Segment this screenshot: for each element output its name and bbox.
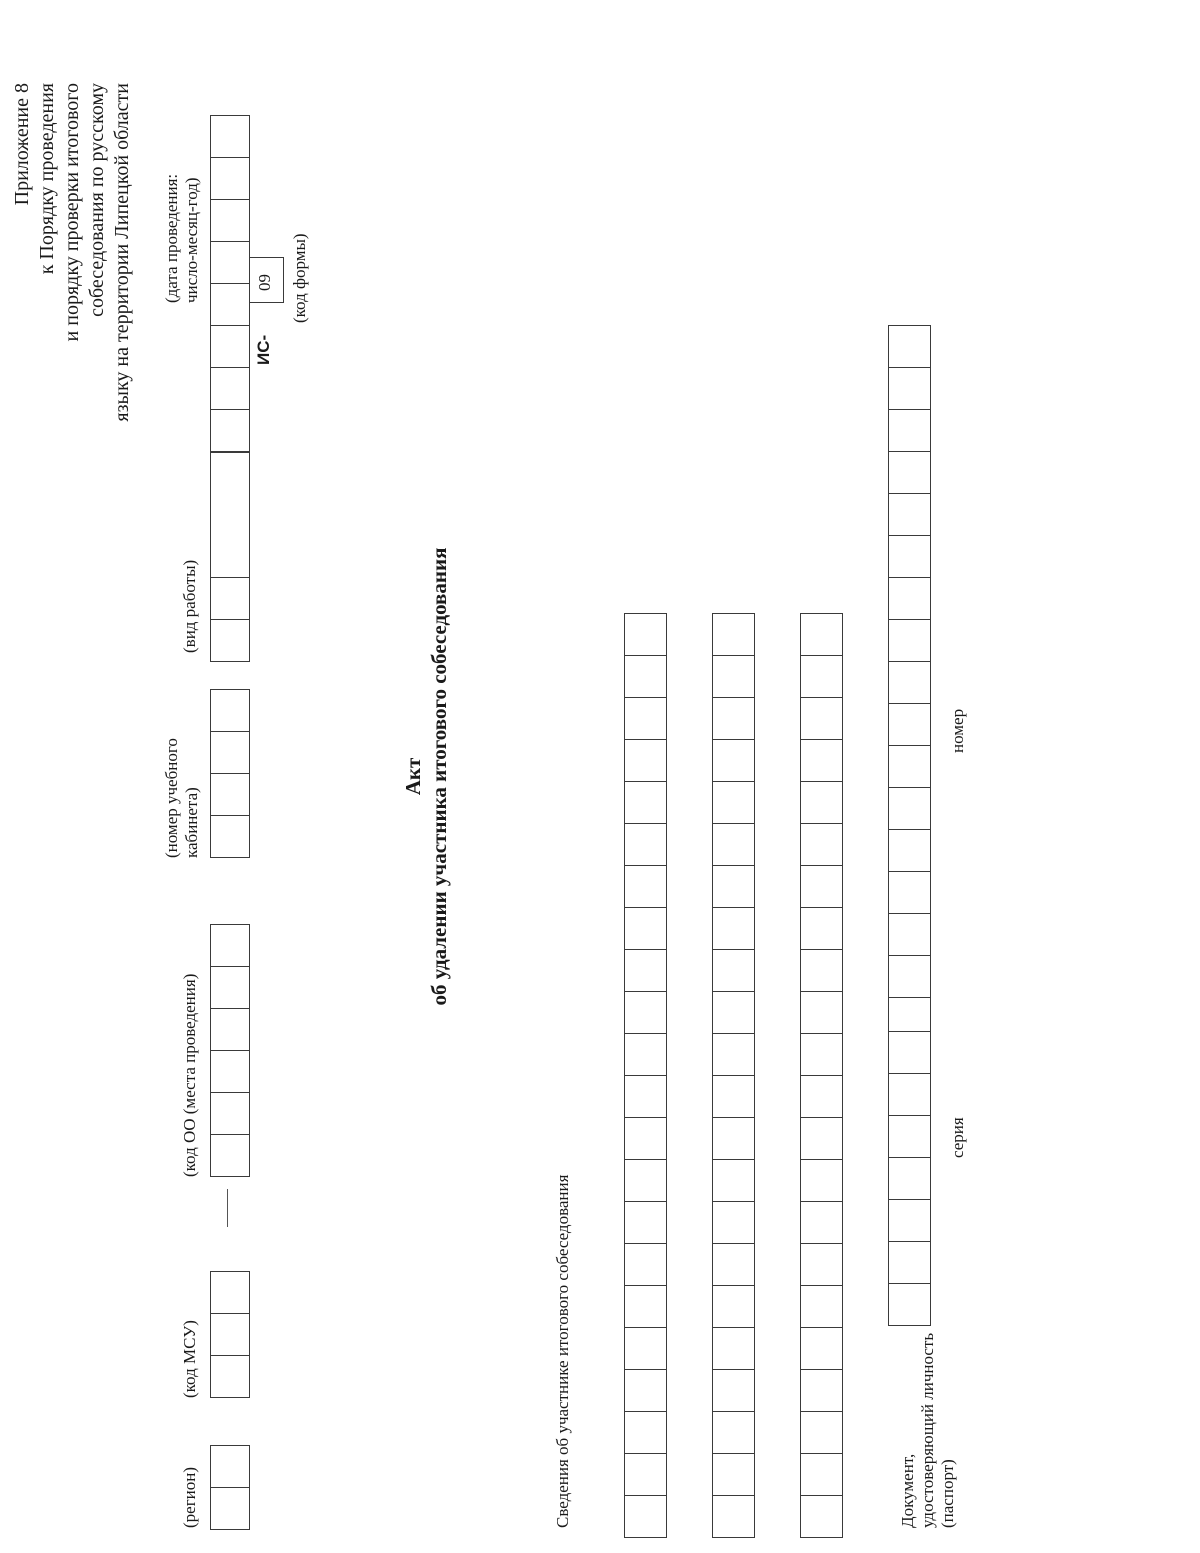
work-type-cell[interactable]: [210, 577, 250, 620]
document-number-cell[interactable]: [888, 325, 931, 368]
exam-date-cell[interactable]: [210, 241, 250, 284]
oo-code-cell[interactable]: [210, 1092, 250, 1135]
name-cell[interactable]: [712, 739, 755, 782]
name-cell[interactable]: [712, 1243, 755, 1286]
name-cell[interactable]: [712, 1453, 755, 1496]
surname-cell[interactable]: [624, 1327, 667, 1370]
surname-cell[interactable]: [624, 697, 667, 740]
patronymic-cell[interactable]: [800, 1033, 843, 1076]
room-number-label: (номер учебного кабинета): [162, 738, 201, 858]
patronymic-cell[interactable]: [800, 697, 843, 740]
patronymic-cell[interactable]: [800, 1495, 843, 1538]
oo-code-label: (код ОО (места проведения): [180, 973, 199, 1177]
oo-code-cell[interactable]: [210, 1134, 250, 1177]
exam-date-cell[interactable]: [210, 325, 250, 368]
patronymic-cell[interactable]: [800, 1201, 843, 1244]
appendix-header: [10, 83, 135, 1553]
name-cell[interactable]: [712, 1117, 755, 1160]
act-title: Акт: [401, 757, 425, 796]
document-series-cell[interactable]: [888, 1115, 931, 1158]
room-number-cell[interactable]: [210, 773, 250, 816]
document-number-cell[interactable]: [888, 661, 931, 704]
name-cell[interactable]: [712, 823, 755, 866]
document-number-cell[interactable]: [888, 535, 931, 578]
patronymic-cell[interactable]: [800, 1117, 843, 1160]
surname-cell[interactable]: [624, 1369, 667, 1412]
patronymic-cell[interactable]: [800, 949, 843, 992]
document-number-cell[interactable]: [888, 913, 931, 956]
surname-cell[interactable]: [624, 1117, 667, 1160]
name-cell[interactable]: [712, 613, 755, 656]
document-number-cell[interactable]: [888, 745, 931, 788]
patronymic-cell[interactable]: [800, 865, 843, 908]
patronymic-cell[interactable]: [800, 655, 843, 698]
region-cell[interactable]: [210, 1445, 250, 1488]
form-code-prefix: ИС-: [254, 334, 273, 365]
document-label: [898, 1333, 958, 1528]
header-line-2: к Порядку проведения: [36, 83, 58, 275]
header-line-1: Приложение 8: [11, 83, 33, 206]
document-label-line-2: удостоверяющий личность: [918, 1332, 937, 1528]
patronymic-cell[interactable]: [800, 823, 843, 866]
document-number-cell[interactable]: [888, 451, 931, 494]
surname-cell[interactable]: [624, 613, 667, 656]
name-cell[interactable]: [712, 1033, 755, 1076]
document-series-cell[interactable]: [888, 1241, 931, 1284]
msu-code-cell[interactable]: [210, 1313, 250, 1356]
name-cell[interactable]: [712, 1369, 755, 1412]
msu-code-cell[interactable]: [210, 1271, 250, 1314]
name-cell[interactable]: [712, 1075, 755, 1118]
name-cell[interactable]: [712, 907, 755, 950]
name-cell[interactable]: [712, 991, 755, 1034]
patronymic-cell[interactable]: [800, 781, 843, 824]
surname-cell[interactable]: [624, 1453, 667, 1496]
region-cell[interactable]: [210, 1487, 250, 1530]
name-cell[interactable]: [712, 949, 755, 992]
room-number-cell[interactable]: [210, 815, 250, 858]
exam-date-cell[interactable]: [210, 199, 250, 242]
work-type-cell[interactable]: [210, 619, 250, 662]
surname-cell[interactable]: [624, 781, 667, 824]
header-line-5: языку на территории Липецкой области: [111, 83, 133, 422]
name-cell[interactable]: [712, 781, 755, 824]
document-series-cell[interactable]: [888, 1157, 931, 1200]
document-series-cell[interactable]: [888, 1283, 931, 1326]
exam-date-cell[interactable]: [210, 157, 250, 200]
document-number-cell[interactable]: [888, 871, 931, 914]
document-number-cell[interactable]: [888, 829, 931, 872]
patronymic-cell[interactable]: [800, 1243, 843, 1286]
oo-code-cell[interactable]: [210, 1050, 250, 1093]
patronymic-cell[interactable]: [800, 613, 843, 656]
act-subtitle: об удалении участника итогового собеседования: [427, 547, 451, 1006]
participant-section-label: Сведения об участнике итогового собеседования: [553, 1174, 572, 1528]
document-series-cell[interactable]: [888, 1199, 931, 1242]
exam-date-cell[interactable]: [210, 367, 250, 410]
form-code-label: (код формы): [290, 233, 309, 323]
surname-cell[interactable]: [624, 739, 667, 782]
document-series-cell[interactable]: [888, 1031, 931, 1074]
name-cell[interactable]: [712, 1159, 755, 1202]
surname-cell[interactable]: [624, 949, 667, 992]
document-number-cell[interactable]: [888, 493, 931, 536]
patronymic-cell[interactable]: [800, 991, 843, 1034]
document-label-line-3: (паспорт): [938, 1459, 957, 1528]
oo-code-cell[interactable]: [210, 966, 250, 1009]
work-type-label: (вид работы): [180, 559, 199, 653]
surname-cell[interactable]: [624, 1033, 667, 1076]
document-number-cell[interactable]: [888, 619, 931, 662]
msu-code-label: (код МСУ): [180, 1320, 199, 1398]
room-number-cell[interactable]: [210, 731, 250, 774]
form-code-box[interactable]: [246, 257, 284, 303]
document-number-cell[interactable]: [888, 367, 931, 410]
patronymic-cell[interactable]: [800, 1075, 843, 1118]
document-number-cell[interactable]: [888, 577, 931, 620]
number-label: номер: [948, 708, 967, 753]
form-code-value: 09: [255, 274, 274, 291]
name-cell[interactable]: [712, 697, 755, 740]
region-label: (регион): [180, 1466, 199, 1528]
surname-cell[interactable]: [624, 991, 667, 1034]
document-series-cell[interactable]: [888, 1073, 931, 1116]
oo-code-cell[interactable]: [210, 1008, 250, 1051]
document-number-cell[interactable]: [888, 787, 931, 830]
surname-cell[interactable]: [624, 1285, 667, 1328]
room-number-cell[interactable]: [210, 689, 250, 732]
surname-cell[interactable]: [624, 1159, 667, 1202]
header-line-3: и порядку проверки итогового: [61, 83, 83, 342]
exam-date-cell[interactable]: [210, 115, 250, 158]
work-type-wide-cell[interactable]: [210, 452, 250, 578]
surname-cell[interactable]: [624, 1201, 667, 1244]
oo-code-cell[interactable]: [210, 924, 250, 967]
surname-cell[interactable]: [624, 1411, 667, 1454]
name-cell[interactable]: [712, 1495, 755, 1538]
name-cell[interactable]: [712, 655, 755, 698]
patronymic-cell[interactable]: [800, 1285, 843, 1328]
patronymic-cell[interactable]: [800, 1453, 843, 1496]
name-cell[interactable]: [712, 1327, 755, 1370]
patronymic-cell[interactable]: [800, 739, 843, 782]
exam-date-cell[interactable]: [210, 409, 250, 452]
separator-dash: [227, 1189, 228, 1227]
exam-date-label: (дата проведения: число-месяц-год): [162, 173, 201, 303]
surname-cell[interactable]: [624, 1075, 667, 1118]
document-label-line-1: Документ,: [898, 1453, 917, 1528]
patronymic-cell[interactable]: [800, 1159, 843, 1202]
surname-cell[interactable]: [624, 907, 667, 950]
name-cell[interactable]: [712, 1201, 755, 1244]
msu-code-cell[interactable]: [210, 1355, 250, 1398]
surname-cell[interactable]: [624, 1495, 667, 1538]
document-number-cell[interactable]: [888, 955, 931, 998]
name-cell[interactable]: [712, 1411, 755, 1454]
patronymic-cell[interactable]: [800, 1327, 843, 1370]
exam-date-cell[interactable]: [210, 283, 250, 326]
surname-cell[interactable]: [624, 655, 667, 698]
document-number-cell[interactable]: [888, 703, 931, 746]
document-number-cell[interactable]: [888, 409, 931, 452]
patronymic-cell[interactable]: [800, 1369, 843, 1412]
series-label: серия: [948, 1117, 967, 1158]
patronymic-cell[interactable]: [800, 907, 843, 950]
surname-cell[interactable]: [624, 1243, 667, 1286]
name-cell[interactable]: [712, 865, 755, 908]
surname-cell[interactable]: [624, 865, 667, 908]
patronymic-cell[interactable]: [800, 1411, 843, 1454]
header-line-4: собеседования по русскому: [86, 83, 108, 317]
surname-cell[interactable]: [624, 823, 667, 866]
name-cell[interactable]: [712, 1285, 755, 1328]
